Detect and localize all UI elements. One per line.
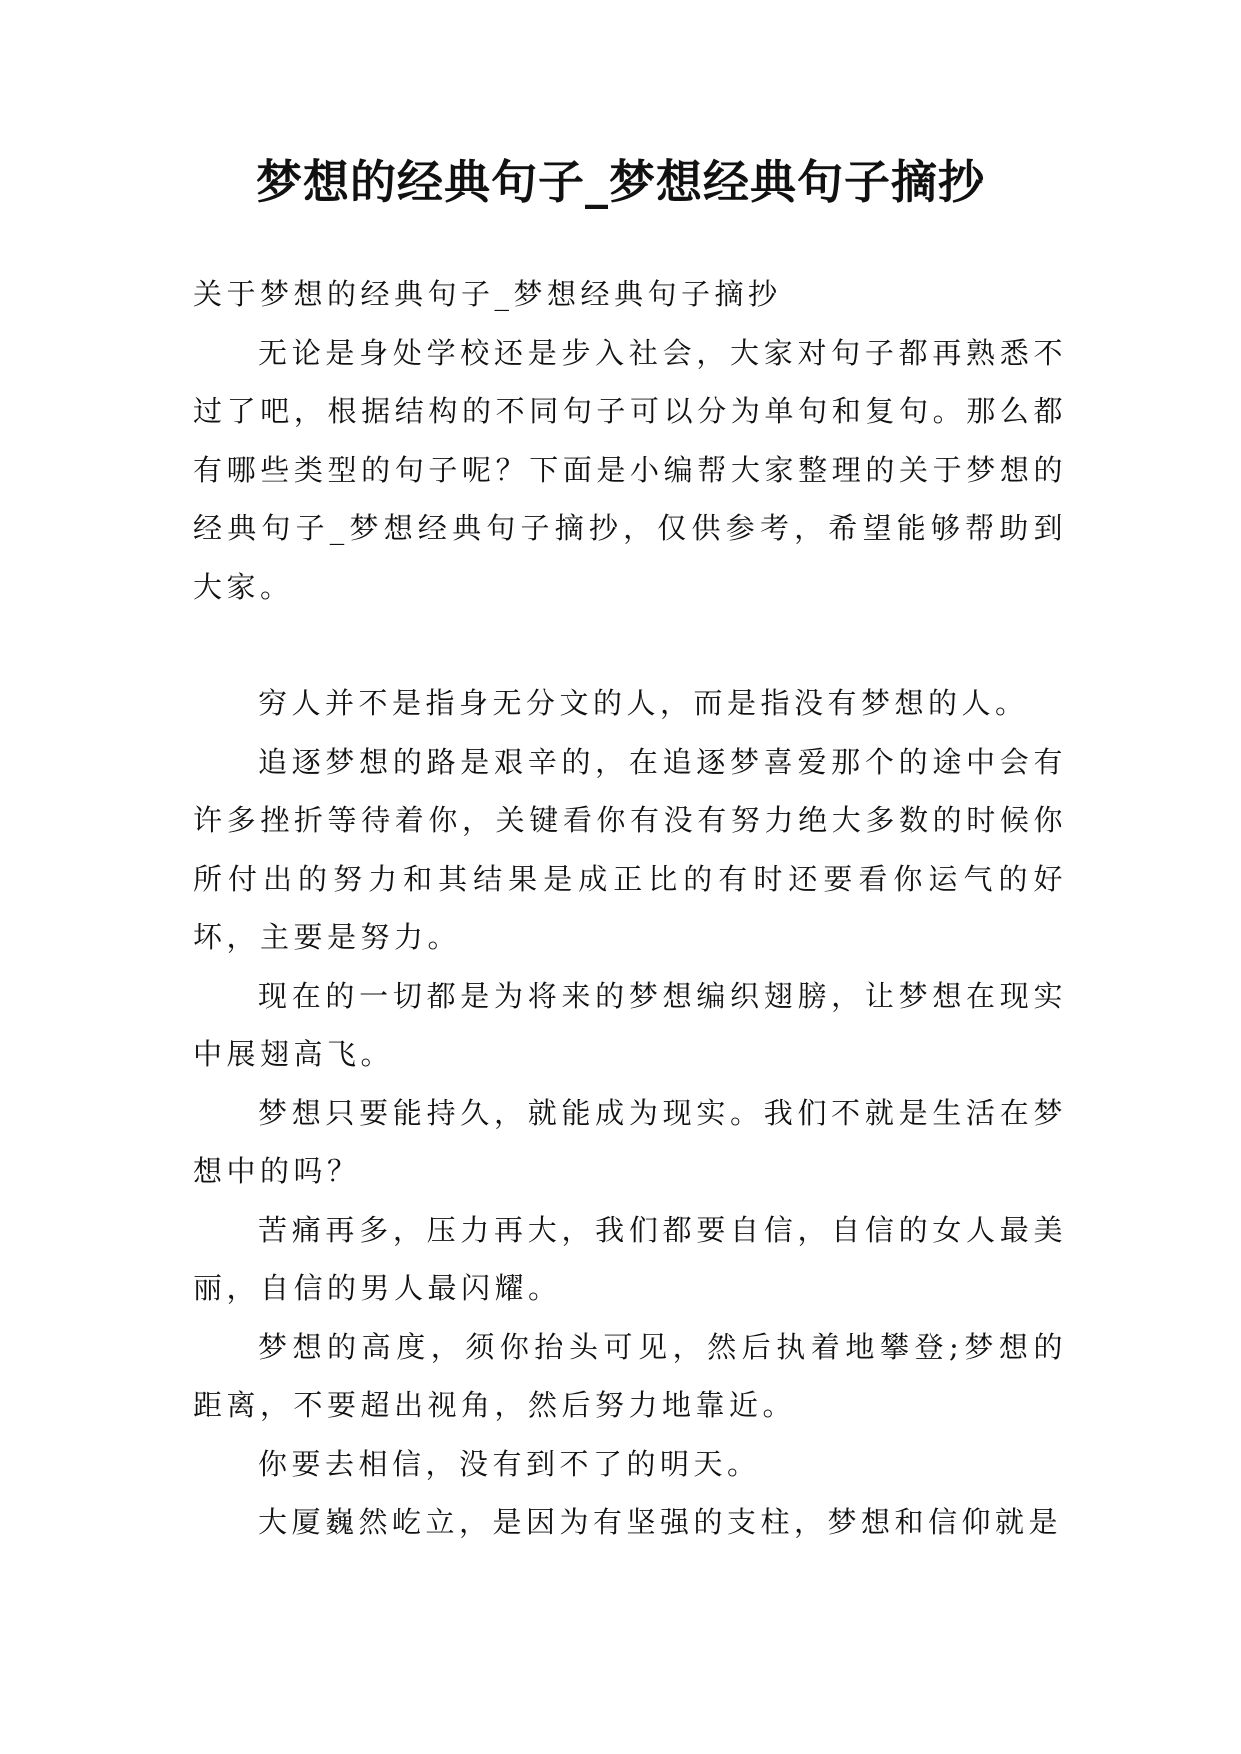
- body-paragraph: 大厦巍然屹立，是因为有坚强的支柱，梦想和信仰就是: [258, 1505, 1063, 1539]
- body-paragraph: 穷人并不是指身无分文的人，而是指没有梦想的人。: [258, 686, 1029, 720]
- body-paragraph: 你要去相信，没有到不了的明天。: [258, 1446, 761, 1481]
- body-paragraph: 苦痛再多，压力再大，我们都要自信，自信的女人最美丽，自信的男人最闪耀。: [193, 1212, 1067, 1305]
- body-paragraph: 梦想只要能持久，就能成为现实。我们不就是生活在梦想中的吗？: [193, 1095, 1067, 1188]
- body-paragraph: 梦想的高度，须你抬头可见，然后执着地攀登;梦想的距离，不要超出视角，然后努力地靠近。: [193, 1329, 1067, 1422]
- paragraph-spacer: [193, 616, 1067, 674]
- document-body: [193, 265, 1067, 1552]
- body-paragraph: 追逐梦想的路是艰辛的，在追逐梦喜爱那个的途中会有许多挫折等待着你，关键看你有没有努力绝大多数的时候你所付出的努力和其结果是成正比的有时还要看你运气的好坏，主要是努力。: [193, 744, 1067, 954]
- document-subtitle: 关于梦想的经典句子_梦想经典句子摘抄: [193, 277, 782, 311]
- intro-paragraph: 无论是身处学校还是步入社会，大家对句子都再熟悉不过了吧，根据结构的不同句子可以分为单句和复句。那么都有哪些类型的句子呢？下面是小编帮大家整理的关于梦想的经典句子_梦想经典句子摘抄，仅供参考，希望能够帮助到大家。: [193, 335, 1067, 604]
- document-title: 梦想的经典句子_梦想经典句子摘抄: [256, 155, 985, 209]
- body-paragraph: 现在的一切都是为将来的梦想编织翅膀，让梦想在现实中展翅高飞。: [193, 978, 1067, 1071]
